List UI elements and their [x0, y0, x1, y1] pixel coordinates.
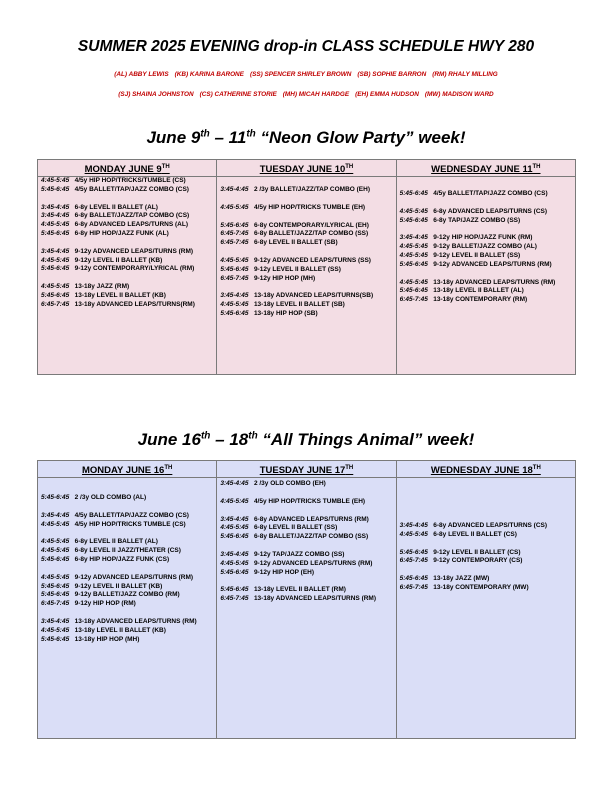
class-time: 5:45-6:45 [220, 533, 249, 541]
class-time: 5:45-6:45 [41, 635, 70, 643]
class-name: 4/5y HIP HOP/TRICKS TUMBLE (EH) [253, 497, 366, 505]
class-entry [400, 557, 572, 566]
group-spacer [400, 540, 572, 549]
class-time: 5:45-6:45 [399, 190, 428, 197]
class-time: 4:45-5:45 [41, 626, 70, 634]
day-classes-cell [396, 478, 575, 739]
class-time: 5:45-6:45 [399, 216, 428, 224]
class-entry [220, 292, 392, 301]
page-title: SUMMER 2025 EVENING drop-in CLASS SCHEDULE HWY 280 [77, 38, 535, 55]
week-heading-mid: – 18 [210, 430, 249, 449]
class-name: 6-8y LEVEL II BALLET (SS) [253, 524, 338, 532]
class-entry [400, 217, 572, 226]
teacher-list-line-2 [0, 91, 612, 98]
class-name: 4/5y HIP HOP/TRICKS/TUMBLE (CS) [74, 177, 186, 184]
class-time: 4:45-5:45 [399, 530, 428, 538]
class-name: 9-12y HIP HOP (MH) [253, 274, 316, 282]
class-entry [41, 494, 213, 503]
class-name: 9-12y TAP/JAZZ COMBO (SS) [253, 550, 345, 558]
group-spacer [41, 195, 213, 204]
day-label-sup: TH [345, 464, 354, 471]
class-entry [41, 204, 213, 213]
class-name: 13-18y JAZZ (RM) [74, 283, 130, 291]
group-spacer [400, 199, 572, 208]
class-name: 6-8y LEVEL II JAZZ/THEATER (CS) [74, 547, 181, 555]
class-time: 3:45-4:45 [220, 292, 249, 300]
class-entry [400, 208, 572, 217]
class-time: 5:45-6:45 [220, 221, 249, 229]
class-time: 3:45-4:45 [41, 203, 70, 211]
teacher-name: (MW) MADISON WARD [424, 91, 494, 98]
teacher-list-line-1 [0, 71, 612, 78]
day-header [396, 461, 575, 478]
class-name: 13-18y LEVEL II BALLET (SB) [253, 301, 345, 309]
class-entry [41, 600, 213, 609]
class-entry [41, 521, 213, 530]
class-name: 4/5y HIP HOP/TRICKS TUMBLE (EH) [253, 203, 366, 211]
class-entry [400, 261, 572, 270]
group-spacer [41, 565, 213, 574]
class-name: 4/5y BALLET/TAP/JAZZ COMBO (CS) [433, 190, 548, 197]
class-name: 13-18y ADVANCED LEAPS/TURNS(RM) [74, 300, 195, 308]
class-name: 4/5y BALLET/TAP/JAZZ COMBO (CS) [74, 511, 189, 519]
class-name: 6-8y HIP HOP/JAZZ FUNK (AL) [74, 229, 169, 237]
day-header [38, 461, 217, 478]
class-name: 6-8y TAP/JAZZ COMBO (SS) [433, 216, 521, 224]
class-name: 6-8y BALLET/JAZZ/TAP COMBO (SS) [253, 230, 369, 238]
class-name: 6-8y CONTEMPORARY/LYRICAL (EH) [253, 221, 369, 229]
class-entry [400, 522, 572, 531]
class-entry [220, 310, 392, 319]
class-entry [41, 177, 213, 186]
class-time: 4:45-5:45 [220, 203, 249, 211]
class-time: 3:45-4:45 [220, 550, 249, 558]
class-time: 3:45-4:45 [220, 480, 249, 487]
week-heading-sup: th [200, 430, 211, 442]
teacher-name: (EH) EMMA HUDSON [355, 91, 419, 98]
class-name: 9-12y HIP HOP (RM) [74, 600, 136, 608]
class-entry [220, 230, 392, 239]
class-name: 6-8y LEVEL II BALLET (CS) [433, 530, 517, 538]
class-time: 5:45-6:45 [220, 309, 249, 317]
class-time: 4:45-5:45 [41, 256, 70, 264]
class-time: 4:45-5:45 [399, 278, 428, 286]
class-time: 5:45-6:45 [41, 555, 70, 563]
class-time: 4:45-5:45 [399, 243, 428, 251]
day-label: WEDNESDAY JUNE 18 [430, 465, 533, 476]
class-entry [220, 222, 392, 231]
class-time: 3:45-4:45 [220, 186, 249, 193]
week-heading-theme: “Neon Glow Party” week! [255, 128, 466, 147]
class-name: 13-18y LEVEL II BALLET (KB) [74, 626, 166, 634]
week-heading-sup: th [248, 430, 258, 442]
week-heading-sup: th [246, 128, 256, 140]
class-name: 9-12y BALLET/JAZZ COMBO (RM) [74, 591, 180, 599]
class-name: 2 /3y OLD COMBO (EH) [253, 480, 326, 487]
class-entry [41, 512, 213, 521]
class-name: 13-18y ADVANCED LEAPS/TURNS (RM) [433, 278, 556, 286]
class-entry [400, 190, 572, 199]
group-spacer [220, 542, 392, 551]
class-entry [400, 584, 572, 593]
class-entry [220, 524, 392, 533]
class-time: 6:45-7:45 [220, 595, 249, 603]
group-spacer [400, 225, 572, 234]
class-entry [41, 283, 213, 292]
week-heading-mid: – 11 [209, 128, 247, 147]
teacher-name: (SJ) SHAINA JOHNSTON [118, 91, 194, 98]
class-entry [41, 248, 213, 257]
class-entry [400, 234, 572, 243]
class-entry [41, 636, 213, 645]
teacher-name: (SB) SOPHIE BARRON [357, 71, 427, 78]
day-label: TUESDAY JUNE 10 [259, 164, 346, 175]
class-time: 6:45-7:45 [399, 296, 428, 304]
class-entry [41, 221, 213, 230]
class-entry [400, 287, 572, 296]
class-name: 13-18y ADVANCED LEAPS/TURNS (RM) [253, 595, 377, 603]
day-header [38, 160, 217, 177]
class-entry [220, 257, 392, 266]
class-time: 4:45-5:45 [41, 177, 70, 184]
class-name: 6-8y ADVANCED LEAPS/TURNS (RM) [253, 515, 369, 523]
day-header [217, 160, 396, 177]
teacher-name: (SS) SPENCER SHIRLEY BROWN [249, 71, 352, 78]
day-classes-cell [396, 177, 575, 375]
class-time: 4:45-5:45 [220, 256, 249, 264]
class-time: 5:45-6:45 [41, 291, 70, 299]
group-spacer [41, 274, 213, 283]
class-name: 13-18y LEVEL II BALLET (AL) [433, 287, 524, 295]
class-name: 9-12y ADVANCED LEAPS/TURNS (SS) [253, 256, 371, 264]
class-entry [41, 230, 213, 239]
class-time: 5:45-6:45 [220, 586, 249, 594]
class-name: 13-18y LEVEL II BALLET (KB) [74, 291, 166, 299]
class-name: 9-12y ADVANCED LEAPS/TURNS (RM) [74, 247, 194, 255]
class-time: 6:45-7:45 [399, 557, 428, 565]
class-time: 5:45-6:45 [41, 494, 70, 501]
class-name: 13-18y LEVEL II BALLET (RM) [253, 586, 346, 594]
class-entry [220, 186, 392, 195]
class-name: 6-8y LEVEL II BALLET (AL) [74, 538, 158, 546]
day-header [396, 160, 575, 177]
group-spacer [400, 270, 572, 279]
class-name: 9-12y LEVEL II BALLET (SS) [433, 251, 521, 259]
group-spacer [220, 507, 392, 516]
class-entry [400, 279, 572, 288]
class-entry [220, 569, 392, 578]
week-1-header-row [38, 160, 576, 177]
class-name: 6-8y ADVANCED LEAPS/TURNS (CS) [433, 522, 548, 529]
group-spacer [41, 609, 213, 618]
class-time: 4:45-5:45 [399, 251, 428, 259]
class-name: 2 /3y BALLET/JAZZ/TAP COMBO (EH) [253, 186, 370, 193]
week-1-classes-row [38, 177, 576, 375]
class-name: 9-12y HIP HOP (EH) [253, 568, 315, 576]
week-heading-start: June 9 [146, 128, 201, 147]
class-name: 6-8y LEVEL II BALLET (AL) [74, 203, 158, 211]
day-classes-cell [38, 478, 217, 739]
class-entry [220, 480, 392, 489]
class-time: 5:45-6:45 [399, 548, 428, 556]
class-name: 13-18y HIP HOP (SB) [253, 309, 318, 317]
class-entry [400, 575, 572, 584]
class-entry [41, 301, 213, 310]
class-name: 9-12y ADVANCED LEAPS/TURNS (RM) [433, 260, 552, 268]
class-time: 5:45-6:45 [41, 229, 70, 237]
day-label-sup: TH [164, 464, 173, 471]
class-name: 6-8y BALLET/JAZZ/TAP COMBO (CS) [74, 212, 190, 220]
class-time: 3:45-4:45 [41, 212, 70, 220]
class-time: 5:45-6:45 [41, 265, 70, 273]
teacher-name: (AL) ABBY LEWIS [114, 71, 169, 78]
class-name: 13-18y ADVANCED LEAPS/TURNS(SB) [253, 292, 374, 300]
class-entry [220, 586, 392, 595]
day-classes-cell [38, 177, 217, 375]
class-entry [41, 556, 213, 565]
class-entry [41, 265, 213, 274]
class-entry [41, 257, 213, 266]
week-2-heading [0, 430, 612, 450]
class-name: 2 /3y OLD COMBO (AL) [74, 494, 147, 501]
class-entry [220, 266, 392, 275]
class-name: 9-12y HIP HOP/JAZZ FUNK (RM) [433, 234, 533, 242]
class-time: 5:45-6:45 [220, 568, 249, 576]
day-header [217, 461, 396, 478]
class-time: 4:45-5:45 [399, 207, 428, 215]
class-entry [41, 547, 213, 556]
class-time: 5:45-6:45 [41, 582, 70, 590]
class-entry [220, 516, 392, 525]
day-label-sup: TH [532, 163, 541, 170]
class-name: 6-8y BALLET/JAZZ/TAP COMBO (SS) [253, 533, 369, 541]
day-label: TUESDAY JUNE 17 [259, 465, 346, 476]
class-time: 4:45-5:45 [41, 573, 70, 581]
week-heading-sup: th [200, 128, 210, 140]
day-label: WEDNESDAY JUNE 11 [431, 164, 533, 175]
class-entry [220, 239, 392, 248]
week-1-schedule-table [37, 159, 576, 375]
week-2-header-row [38, 461, 576, 478]
class-time: 5:45-6:45 [399, 575, 428, 583]
week-1-heading [0, 128, 612, 148]
group-spacer [220, 283, 392, 292]
class-time: 6:45-7:45 [220, 274, 249, 282]
teacher-name: (RM) RHALY MILLING [432, 71, 498, 78]
class-name: 13-18y CONTEMPORARY (MW) [433, 583, 529, 591]
class-name: 9-12y CONTEMPORARY (CS) [433, 557, 523, 565]
class-entry [41, 292, 213, 301]
class-name: 13-18y ADVANCED LEAPS/TURNS (RM) [74, 617, 197, 625]
class-time: 4:45-5:45 [220, 301, 249, 309]
teacher-name: (KB) KARINA BARONE [174, 71, 244, 78]
class-name: 13-18y HIP HOP (MH) [74, 635, 140, 643]
class-name: 6-8y ADVANCED LEAPS/TURNS (CS) [433, 207, 548, 215]
group-spacer [41, 239, 213, 248]
class-name: 9-12y CONTEMPORARY/LYRICAL (RM) [74, 265, 195, 273]
class-time: 6:45-7:45 [220, 239, 249, 247]
class-entry [400, 549, 572, 558]
class-name: 9-12y LEVEL II BALLET (KB) [74, 256, 163, 264]
class-time: 3:45-4:45 [41, 617, 70, 625]
day-label-sup: TH [532, 464, 541, 471]
group-spacer [41, 529, 213, 538]
class-time: 3:45-4:45 [41, 511, 70, 519]
class-time: 6:45-7:45 [399, 583, 428, 591]
group-spacer [220, 248, 392, 257]
class-time: 5:45-6:45 [399, 287, 428, 295]
class-entry [220, 595, 392, 604]
teacher-name: (MH) MICAH HARDGE [282, 91, 350, 98]
class-entry [41, 186, 213, 195]
class-name: 4/5y BALLET/TAP/JAZZ COMBO (CS) [74, 185, 189, 193]
class-entry [41, 212, 213, 221]
class-entry [220, 275, 392, 284]
class-time: 3:45-4:45 [399, 234, 428, 242]
class-entry [220, 498, 392, 507]
week-heading-start: June 16 [137, 430, 201, 449]
day-label-sup: TH [345, 163, 354, 170]
class-time: 4:45-5:45 [220, 559, 249, 567]
class-time: 4:45-5:45 [41, 283, 70, 291]
day-classes-cell [217, 177, 396, 375]
class-time: 4:45-5:45 [41, 538, 70, 546]
class-time: 6:45-7:45 [41, 600, 70, 608]
group-spacer [220, 213, 392, 222]
teacher-name: (CS) CATHERINE STORIE [199, 91, 277, 98]
group-spacer [400, 566, 572, 575]
class-entry [220, 560, 392, 569]
class-time: 4:45-5:45 [41, 221, 70, 229]
class-entry [220, 551, 392, 560]
class-time: 3:45-4:45 [220, 515, 249, 523]
class-entry [41, 591, 213, 600]
class-time: 3:45-4:45 [41, 247, 70, 255]
class-name: 9-12y LEVEL II BALLET (KB) [74, 582, 163, 590]
group-spacer [220, 577, 392, 586]
class-time: 6:45-7:45 [220, 230, 249, 238]
class-time: 4:45-5:45 [41, 547, 70, 555]
class-entry [400, 296, 572, 305]
class-time: 5:45-6:45 [41, 591, 70, 599]
class-time: 5:45-6:45 [220, 265, 249, 273]
day-label: MONDAY JUNE 16 [81, 465, 165, 476]
day-classes-cell [217, 478, 396, 739]
class-entry [400, 252, 572, 261]
class-time: 4:45-5:45 [220, 497, 249, 505]
class-entry [41, 538, 213, 547]
class-entry [41, 574, 213, 583]
class-time: 4:45-5:45 [41, 520, 70, 528]
class-name: 9-12y BALLET/JAZZ COMBO (AL) [433, 243, 537, 251]
day-label-sup: TH [161, 163, 170, 170]
class-name: 6-8y HIP HOP/JAZZ FUNK (CS) [74, 555, 170, 563]
class-name: 9-12y ADVANCED LEAPS/TURNS (RM) [253, 559, 373, 567]
class-time: 5:45-6:45 [41, 185, 70, 193]
week-2-classes-row [38, 478, 576, 739]
class-name: 4/5y HIP HOP/TRICKS TUMBLE (CS) [74, 520, 186, 528]
week-heading-theme: “All Things Animal” week! [257, 430, 475, 449]
class-name: 6-8y ADVANCED LEAPS/TURNS (AL) [74, 221, 189, 229]
class-entry [220, 301, 392, 310]
class-name: 9-12y LEVEL II BALLET (CS) [433, 548, 521, 556]
class-name: 13-18y CONTEMPORARY (RM) [433, 296, 528, 304]
class-time: 6:45-7:45 [41, 300, 70, 308]
day-label: MONDAY JUNE 9 [84, 164, 162, 175]
class-time: 4:45-5:45 [220, 524, 249, 532]
class-name: 13-18y JAZZ (MW) [433, 575, 490, 583]
class-entry [41, 583, 213, 592]
class-entry [220, 204, 392, 213]
class-entry [400, 243, 572, 252]
week-2-schedule-table [37, 460, 576, 739]
class-entry [220, 533, 392, 542]
class-entry [400, 531, 572, 540]
group-spacer [41, 503, 213, 512]
class-entry [41, 627, 213, 636]
class-name: 9-12y LEVEL II BALLET (SS) [253, 265, 341, 273]
class-time: 3:45-4:45 [399, 522, 428, 529]
class-entry [41, 618, 213, 627]
class-time: 5:45-6:45 [399, 260, 428, 268]
group-spacer [220, 489, 392, 498]
class-name: 6-8y LEVEL II BALLET (SB) [253, 239, 338, 247]
group-spacer [220, 195, 392, 204]
class-name: 9-12y ADVANCED LEAPS/TURNS (RM) [74, 573, 194, 581]
